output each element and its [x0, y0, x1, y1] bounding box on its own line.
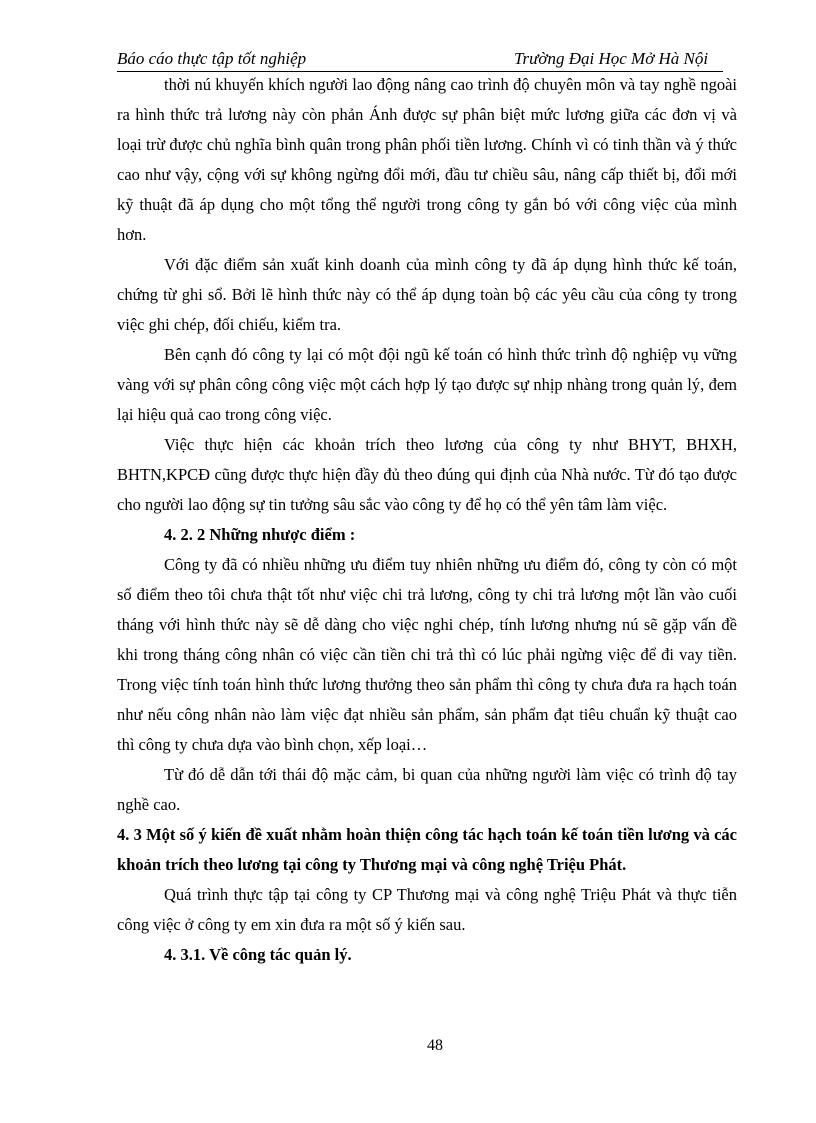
section-heading-disadvantages: 4. 2. 2 Những nhược điểm : [164, 525, 356, 544]
header-report-title: Báo cáo thực tập tốt nghiệp [117, 49, 307, 68]
paragraph-internship-intro: Quá trình thực tập tại công ty CP Thương mại và công nghệ Triệu Phát và thực tiễn công việc ở công ty em xin đưa ra một số ý kiến sau. [117, 885, 737, 934]
paragraph-advantages-continued: thời nú khuyến khích người lao động nâng cao trình độ chuyên môn và tay nghề ngoài ra hình thức trả lương này còn phản Ánh được sự phân biệt mức lương giữa các đơn vị và loại trừ được chủ nghĩa bình quân trong phân phối tiền lương. Chính vì có tinh thần và ý thức cao như vậy, cộng với sự không ngừng đổi mới, đầu tư chiều sâu, nâng cấp thiết bị, đổi mới kỹ thuật đã áp dụng cho một tổng thể người trong công ty gắn bó với công việc của mình hơn. [117, 75, 737, 244]
paragraph-insurance-deductions: Việc thực hiện các khoản trích theo lương của công ty như BHYT, BHXH, BHTN,KPCĐ cũng được thực hiện đầy đủ theo đúng qui định của Nhà nước. Từ đó tạo được cho người lao động sự tin tưởng sâu sắc vào công ty để họ có thể yên tâm làm việc. [117, 435, 737, 514]
section-heading-management: 4. 3.1. Về công tác quản lý. [164, 945, 352, 964]
page-header [117, 48, 723, 70]
paragraph-disadvantages: Công ty đã có nhiều những ưu điểm tuy nhiên những ưu điểm đó, công ty còn có một số điểm theo tôi chưa thật tốt như việc chi trả lương, công ty chi trả lương một lần vào cuối tháng với hình thức này sẽ dễ dàng cho việc nghi chép, tính lương nhưng nú sẽ gặp vấn đề khi trong tháng công nhân có việc cần tiền chi trả thì có lúc phải ngừng việc để đi vay tiền. Trong việc tính toán hình thức lương thưởng theo sản phẩm thì công ty chưa đưa ra hạch toán như nếu công nhân nào làm việc đạt nhiều sản phẩm, sản phẩm đạt tiêu chuẩn kỹ thuật cao thì công ty chưa dựa vào bình chọn, xếp loại… [117, 555, 737, 754]
paragraph-accounting-form: Với đặc điểm sản xuất kinh doanh của mình công ty đã áp dụng hình thức kế toán, chứng từ ghi sổ. Bởi lẽ hình thức này có thể áp dụng toàn bộ các yêu cầu của công ty trong việc ghi chép, đối chiếu, kiểm tra. [117, 255, 737, 334]
paragraph-accounting-team: Bên cạnh đó công ty lại có một đội ngũ kế toán có hình thức trình độ nghiệp vụ vững vàng với sự phân công công việc một cách hợp lý tạo được sự nhịp nhàng trong quản lý, đem lại hiệu quả cao trong công việc. [117, 345, 737, 424]
section-heading-proposals: 4. 3 Một số ý kiến đề xuất nhằm hoàn thiện công tác hạch toán kế toán tiền lương và các khoản trích theo lương tại công ty Thương mại và công nghệ Triệu Phát. [117, 825, 737, 874]
paragraph-consequence: Từ đó dễ dẫn tới thái độ mặc cảm, bi quan của những người làm việc có trình độ tay nghề cao. [117, 765, 737, 814]
page-body [117, 70, 737, 970]
page-number: 48 [427, 1037, 443, 1054]
header-university-name: Trường Đại Học Mở Hà Nội [514, 49, 709, 68]
